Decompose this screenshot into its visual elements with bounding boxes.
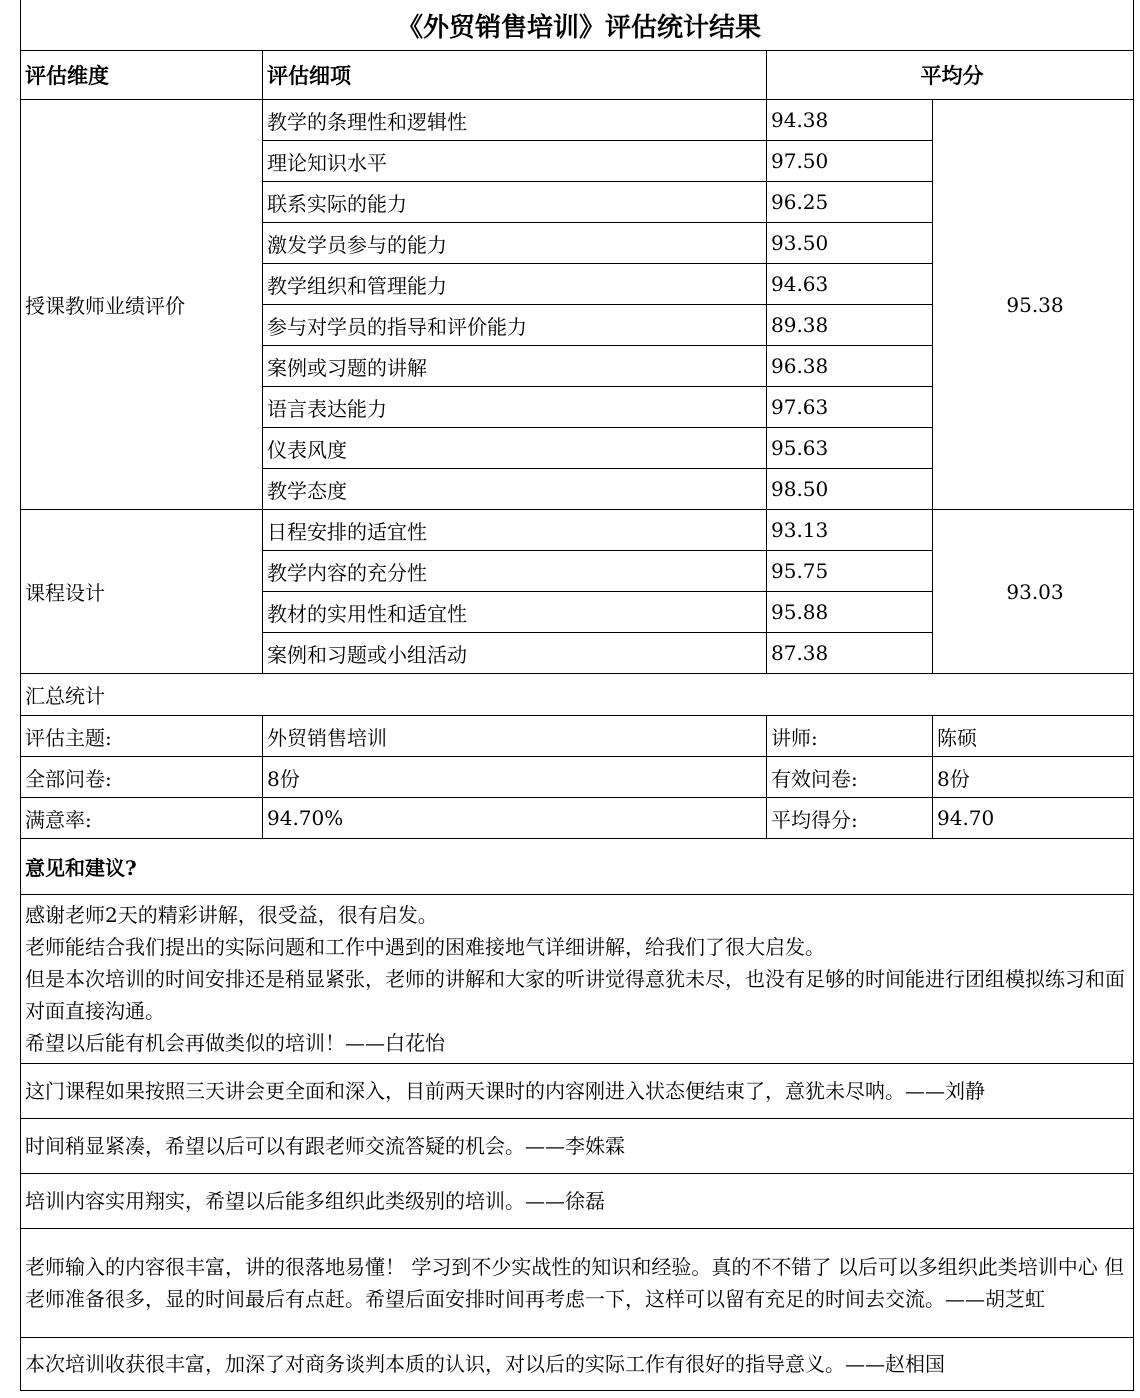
item-name: 仪表风度 xyxy=(263,428,767,469)
comment-1-line-4: 希望以后能有机会再做类似的培训！——白花怡 xyxy=(25,1031,445,1055)
item-name: 案例和习题或小组活动 xyxy=(263,633,767,674)
item-score: 95.75 xyxy=(767,551,933,592)
item-score: 95.88 xyxy=(767,592,933,633)
item-score: 94.63 xyxy=(767,264,933,305)
comment-3: 时间稍显紧凑，希望以后可以有跟老师交流答疑的机会。——李姝霖 xyxy=(21,1119,1134,1174)
item-score: 87.38 xyxy=(767,633,933,674)
comment-row xyxy=(21,1119,1134,1174)
header-item: 评估细项 xyxy=(263,51,767,100)
item-name: 激发学员参与的能力 xyxy=(263,223,767,264)
total-value: 8份 xyxy=(263,757,767,798)
rate-label: 满意率: xyxy=(21,798,263,839)
comment-row xyxy=(21,1229,1134,1338)
group-average: 95.38 xyxy=(933,100,1134,510)
comment-row xyxy=(21,1338,1134,1391)
item-score: 93.50 xyxy=(767,223,933,264)
comment-5: 老师输入的内容很丰富，讲的很落地易懂！ 学习到不少实战性的知识和经验。真的不不错了 以后可以多组织此类培训中心 但老师准备很多，显的时间最后有点赶。希望后面安排时间再考虑一下，这样可以留有充足的时间去交流。——胡芝虹 xyxy=(21,1229,1134,1338)
item-score: 93.13 xyxy=(767,510,933,551)
item-name: 参与对学员的指导和评价能力 xyxy=(263,305,767,346)
header-row xyxy=(21,51,1134,100)
item-score: 97.63 xyxy=(767,387,933,428)
table-row xyxy=(21,100,1134,141)
comment-row xyxy=(21,1174,1134,1229)
table-row xyxy=(21,510,1134,551)
comment-row xyxy=(21,1064,1134,1119)
avg-value: 94.70 xyxy=(933,798,1134,839)
feedback-heading-row xyxy=(21,839,1134,895)
header-average: 平均分 xyxy=(767,51,1134,100)
item-name: 教学组织和管理能力 xyxy=(263,264,767,305)
item-score: 98.50 xyxy=(767,469,933,510)
evaluation-table xyxy=(20,0,1134,1391)
report-title: 《外贸销售培训》评估统计结果 xyxy=(21,0,1134,51)
comment-1-line-1: 感谢老师2天的精彩讲解，很受益，很有启发。 xyxy=(25,903,438,927)
comment-1-line-2: 老师能结合我们提出的实际问题和工作中遇到的困难接地气详细讲解，给我们了很大启发。 xyxy=(25,935,825,959)
item-name: 教学的条理性和逻辑性 xyxy=(263,100,767,141)
summary-row xyxy=(21,798,1134,839)
topic-label: 评估主题: xyxy=(21,716,263,757)
header-dimension: 评估维度 xyxy=(21,51,263,100)
item-name: 案例或习题的讲解 xyxy=(263,346,767,387)
group-average: 93.03 xyxy=(933,510,1134,674)
item-name: 语言表达能力 xyxy=(263,387,767,428)
summary-row xyxy=(21,757,1134,798)
item-name: 教学内容的充分性 xyxy=(263,551,767,592)
total-label: 全部问卷: xyxy=(21,757,263,798)
item-score: 94.38 xyxy=(767,100,933,141)
item-score: 96.38 xyxy=(767,346,933,387)
topic-value: 外贸销售培训 xyxy=(263,716,767,757)
summary-heading: 汇总统计 xyxy=(21,674,1134,716)
item-score: 89.38 xyxy=(767,305,933,346)
item-name: 日程安排的适宜性 xyxy=(263,510,767,551)
dimension-cell: 课程设计 xyxy=(21,510,263,674)
comment-6: 本次培训收获很丰富，加深了对商务谈判本质的认识，对以后的实际工作有很好的指导意义。——赵相国 xyxy=(21,1338,1134,1391)
summary-row xyxy=(21,716,1134,757)
evaluation-report xyxy=(20,0,1133,1398)
item-name: 教材的实用性和适宜性 xyxy=(263,592,767,633)
item-score: 96.25 xyxy=(767,182,933,223)
comment-1-line-3: 但是本次培训的时间安排还是稍显紧张，老师的讲解和大家的听讲觉得意犹未尽，也没有足够的时间能进行团组模拟练习和面对面直接沟通。 xyxy=(25,967,1125,1023)
valid-value: 8份 xyxy=(933,757,1134,798)
comment-4: 培训内容实用翔实，希望以后能多组织此类级别的培训。——徐磊 xyxy=(21,1174,1134,1229)
comment-2: 这门课程如果按照三天讲会更全面和深入，目前两天课时的内容刚进入状态便结束了，意犹未尽呐。——刘静 xyxy=(21,1064,1134,1119)
item-name: 联系实际的能力 xyxy=(263,182,767,223)
lecturer-label: 讲师: xyxy=(767,716,933,757)
summary-heading-row xyxy=(21,674,1134,716)
item-name: 教学态度 xyxy=(263,469,767,510)
dimension-cell: 授课教师业绩评价 xyxy=(21,100,263,510)
item-name: 理论知识水平 xyxy=(263,141,767,182)
comment-row xyxy=(21,895,1134,1064)
lecturer-value: 陈硕 xyxy=(933,716,1134,757)
comment-1 xyxy=(21,895,1134,1064)
rate-value: 94.70% xyxy=(263,798,767,839)
item-score: 95.63 xyxy=(767,428,933,469)
title-row xyxy=(21,0,1134,51)
item-score: 97.50 xyxy=(767,141,933,182)
feedback-heading: 意见和建议? xyxy=(21,839,1134,895)
valid-label: 有效问卷: xyxy=(767,757,933,798)
avg-label: 平均得分: xyxy=(767,798,933,839)
